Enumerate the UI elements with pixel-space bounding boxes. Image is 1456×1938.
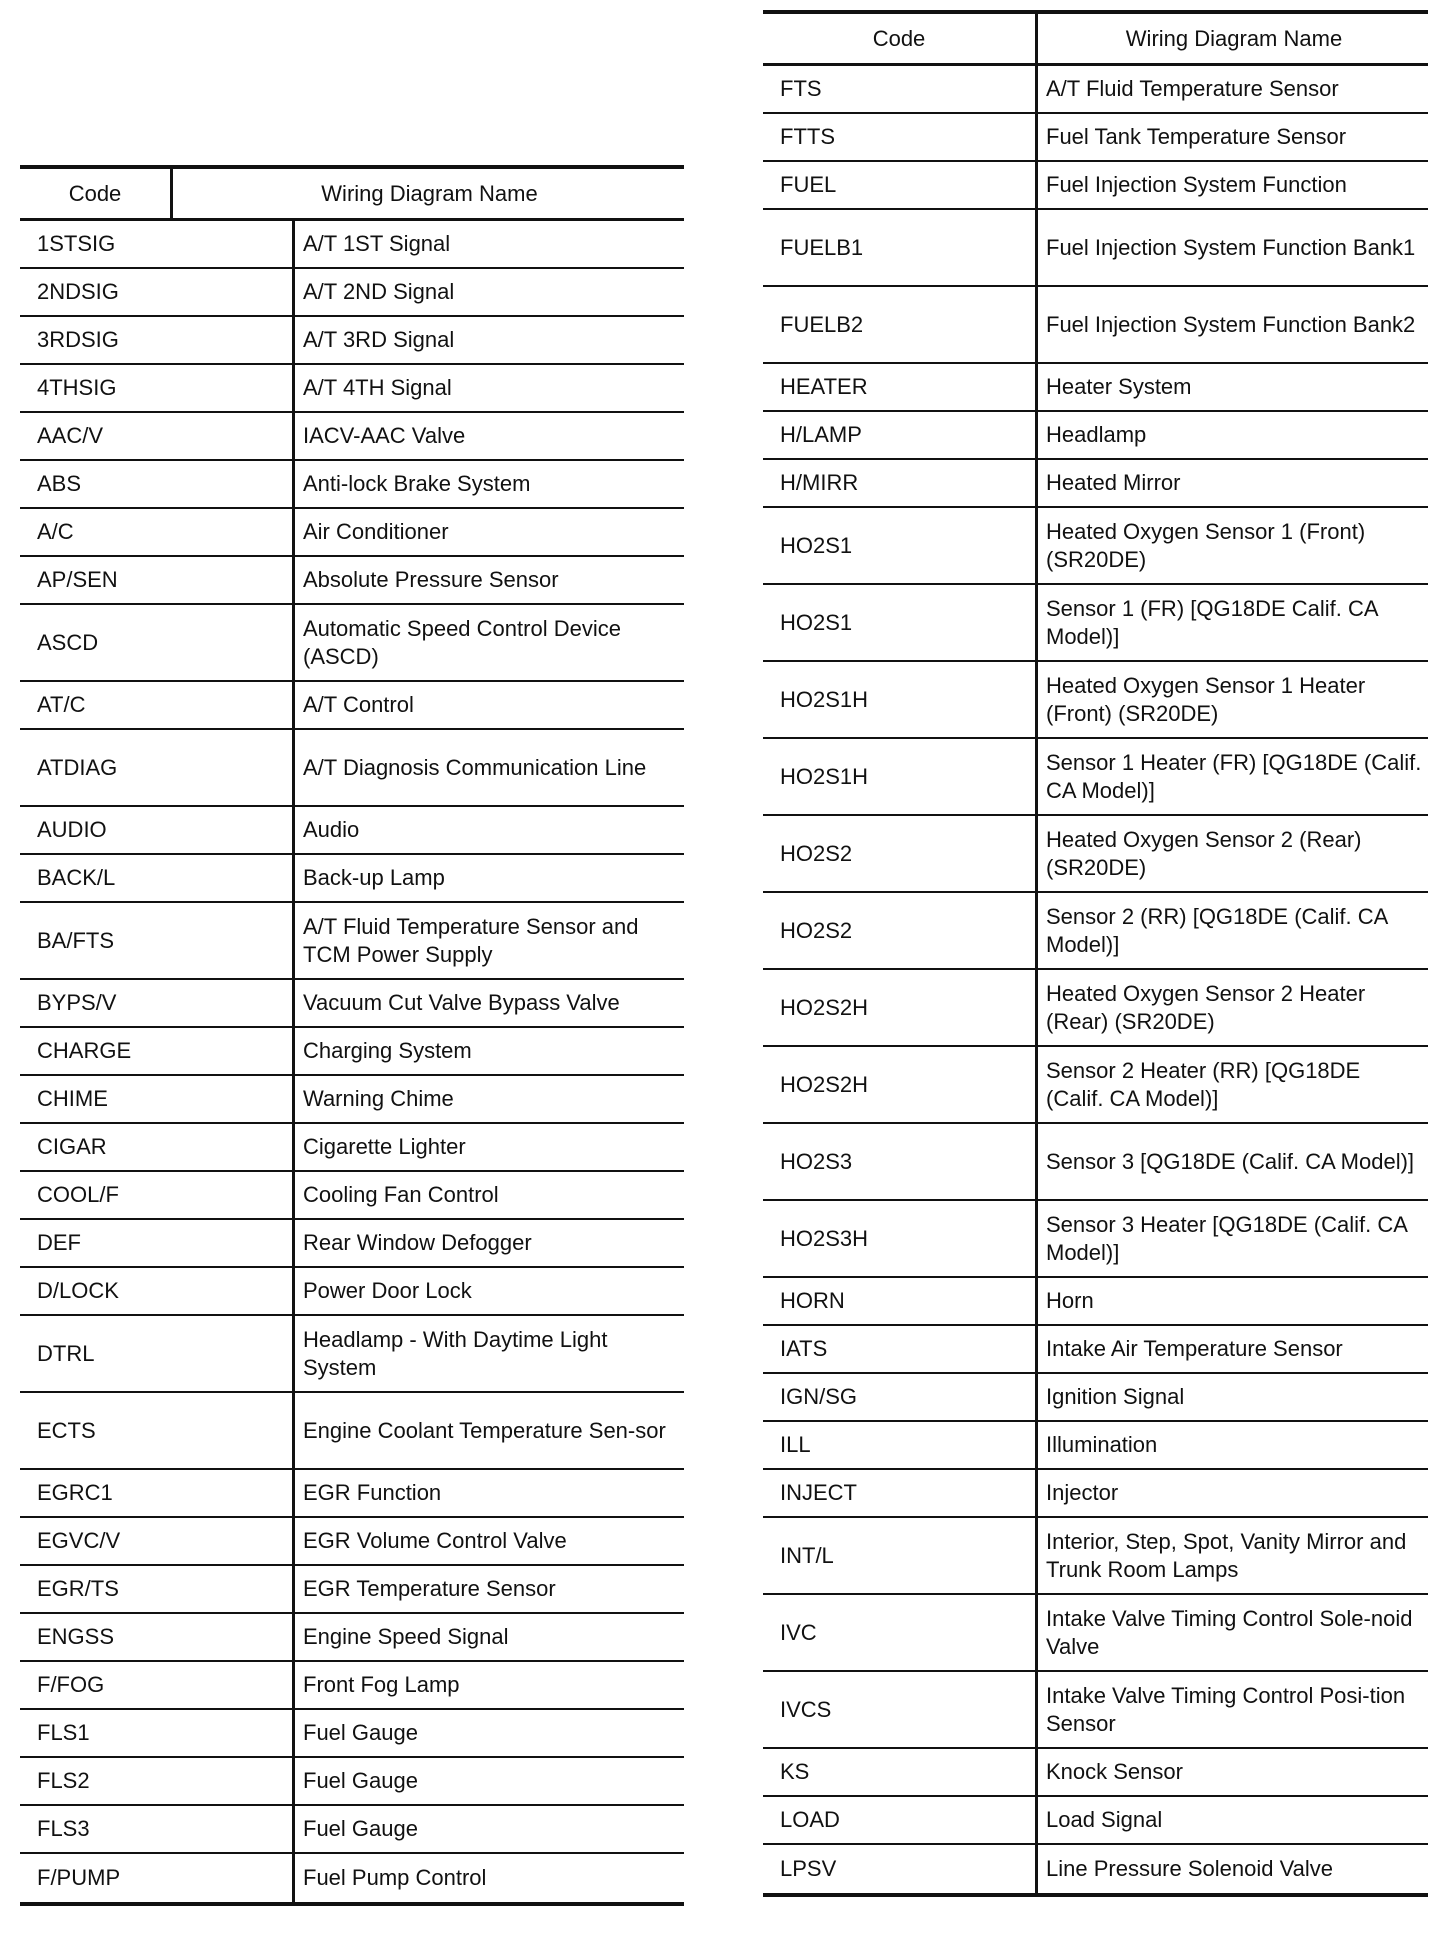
row-name: Fuel Pump Control (292, 1854, 684, 1902)
table-row (20, 1518, 684, 1566)
row-code: IGN/SG (780, 1384, 858, 1409)
row-name: Cigarette Lighter (292, 1124, 684, 1170)
table-row (20, 682, 684, 730)
row-code: ECTS (37, 1417, 96, 1443)
table-row (20, 855, 684, 903)
name-column-header: Wiring Diagram Name (1035, 14, 1428, 63)
row-name: A/T 2ND Signal (292, 269, 684, 315)
row-code: HO2S2H (780, 994, 869, 1020)
row-code: 4THSIG (37, 375, 117, 400)
row-code: IVC (780, 1619, 817, 1645)
row-name: Heated Oxygen Sensor 2 Heater (Rear) (SR20DE) (1035, 970, 1428, 1045)
row-name: Injector (1035, 1470, 1428, 1516)
row-name: Sensor 2 Heater (RR) [QG18DE (Calif. CA Model)] (1035, 1047, 1428, 1122)
table-row (763, 162, 1428, 210)
table-row (20, 1470, 684, 1518)
row-code: LOAD (780, 1807, 840, 1832)
table-row (20, 365, 684, 413)
row-code: FUEL (780, 172, 837, 197)
row-code: IATS (780, 1336, 828, 1361)
row-name: Fuel Injection System Function (1035, 162, 1428, 208)
table-row (763, 893, 1428, 970)
row-name: Warning Chime (292, 1076, 684, 1122)
table-row (20, 1854, 684, 1902)
table-row (763, 1422, 1428, 1470)
table-row (20, 1076, 684, 1124)
row-code: A/C (37, 519, 74, 544)
row-code: H/MIRR (780, 470, 859, 495)
row-code: BACK/L (37, 865, 116, 890)
row-name: Front Fog Lamp (292, 1662, 684, 1708)
row-name: Horn (1035, 1278, 1428, 1324)
row-name: Back-up Lamp (292, 855, 684, 901)
row-name: A/T Control (292, 682, 684, 728)
row-code: F/FOG (37, 1672, 105, 1697)
row-code: INJECT (780, 1480, 857, 1505)
row-name: Sensor 1 Heater (FR) [QG18DE (Calif. CA Model)] (1035, 739, 1428, 814)
row-code: AAC/V (37, 423, 104, 448)
table-row (763, 210, 1428, 287)
row-name: A/T Fluid Temperature Sensor and TCM Power Supply (292, 903, 684, 978)
row-name: Load Signal (1035, 1797, 1428, 1843)
table-row (20, 557, 684, 605)
table-row (20, 1758, 684, 1806)
row-code: IVCS (780, 1696, 832, 1722)
row-name: Heated Oxygen Sensor 1 Heater (Front) (SR20DE) (1035, 662, 1428, 737)
row-name: Sensor 3 [QG18DE (Calif. CA Model)] (1035, 1124, 1428, 1199)
table-row (20, 605, 684, 682)
table-row (763, 1518, 1428, 1595)
row-name: Absolute Pressure Sensor (292, 557, 684, 603)
table-row (763, 816, 1428, 893)
row-name: Sensor 2 (RR) [QG18DE (Calif. CA Model)] (1035, 893, 1428, 968)
row-name: Intake Air Temperature Sensor (1035, 1326, 1428, 1372)
row-name: Vacuum Cut Valve Bypass Valve (292, 980, 684, 1026)
row-code: CHARGE (37, 1038, 132, 1063)
table-row (20, 1124, 684, 1172)
row-code: HO2S3 (780, 1148, 853, 1174)
table-row (763, 460, 1428, 508)
table-row (763, 1672, 1428, 1749)
row-name: Automatic Speed Control Device (ASCD) (292, 605, 684, 680)
row-code: F/PUMP (37, 1865, 121, 1890)
row-code: ASCD (37, 629, 99, 655)
table-row (20, 807, 684, 855)
row-name: Intake Valve Timing Control Posi-tion Sensor (1035, 1672, 1428, 1747)
table-row (20, 221, 684, 269)
table-row (763, 1595, 1428, 1672)
table-row (20, 1710, 684, 1758)
row-name: Interior, Step, Spot, Vanity Mirror and Trunk Room Lamps (1035, 1518, 1428, 1593)
row-name: A/T Fluid Temperature Sensor (1035, 66, 1428, 112)
row-name: Illumination (1035, 1422, 1428, 1468)
table-row (763, 1845, 1428, 1893)
row-code: AT/C (37, 692, 86, 717)
row-code: HO2S1 (780, 532, 853, 558)
table-row (20, 461, 684, 509)
row-code: BA/FTS (37, 927, 115, 953)
row-code: FTTS (780, 124, 835, 149)
table-row (20, 1220, 684, 1268)
table-row (20, 509, 684, 557)
row-code: ENGSS (37, 1624, 115, 1649)
table-row (20, 1028, 684, 1076)
row-name: A/T 1ST Signal (292, 221, 684, 267)
table-row (20, 413, 684, 461)
row-name: Line Pressure Solenoid Valve (1035, 1845, 1428, 1893)
row-code: FLS3 (37, 1816, 90, 1841)
row-name: Air Conditioner (292, 509, 684, 555)
row-code: CHIME (37, 1086, 108, 1111)
table-row (763, 1278, 1428, 1326)
row-code: AP/SEN (37, 567, 118, 592)
row-name: Power Door Lock (292, 1268, 684, 1314)
table-row (763, 66, 1428, 114)
row-code: AUDIO (37, 817, 107, 842)
row-code: H/LAMP (780, 422, 862, 447)
table-row (763, 1124, 1428, 1201)
row-name: Fuel Injection System Function Bank2 (1035, 287, 1428, 362)
row-code: EGR/TS (37, 1576, 119, 1601)
table-row (763, 1201, 1428, 1278)
row-name: A/T Diagnosis Communication Line (292, 730, 684, 805)
table-row (20, 317, 684, 365)
row-code: D/LOCK (37, 1278, 119, 1303)
table-row (763, 114, 1428, 162)
row-code: HO2S1H (780, 763, 869, 789)
row-code: FUELB1 (780, 234, 864, 260)
row-name: Charging System (292, 1028, 684, 1074)
row-name: Fuel Injection System Function Bank1 (1035, 210, 1428, 285)
code-column-header: Code (68, 180, 122, 206)
row-name: Cooling Fan Control (292, 1172, 684, 1218)
row-name: Sensor 1 (FR) [QG18DE Calif. CA Model)] (1035, 585, 1428, 660)
row-code: DTRL (37, 1340, 95, 1366)
table-row (20, 1614, 684, 1662)
row-name: IACV-AAC Valve (292, 413, 684, 459)
row-code: 1STSIG (37, 231, 116, 256)
table-row (20, 1268, 684, 1316)
table-row (763, 1326, 1428, 1374)
row-code: ABS (37, 471, 82, 496)
row-code: 3RDSIG (37, 327, 119, 352)
table-row (763, 1374, 1428, 1422)
code-column-header: Code (872, 25, 926, 51)
row-name: A/T 4TH Signal (292, 365, 684, 411)
row-code: HO2S3H (780, 1225, 869, 1251)
row-code: FLS2 (37, 1768, 90, 1793)
table-row (20, 1393, 684, 1470)
table-row (763, 1470, 1428, 1518)
row-name: Headlamp (1035, 412, 1428, 458)
row-code: FUELB2 (780, 311, 864, 337)
table-row (763, 1047, 1428, 1124)
row-name: Intake Valve Timing Control Sole-noid Valve (1035, 1595, 1428, 1670)
row-code: ILL (780, 1432, 811, 1457)
row-name: Heated Oxygen Sensor 2 (Rear) (SR20DE) (1035, 816, 1428, 891)
table-header (20, 169, 684, 221)
right-code-table (763, 10, 1428, 1897)
table-row (763, 287, 1428, 364)
row-name: Knock Sensor (1035, 1749, 1428, 1795)
table-row (763, 970, 1428, 1047)
row-code: HO2S2 (780, 840, 853, 866)
row-code: BYPS/V (37, 990, 117, 1015)
row-name: Engine Speed Signal (292, 1614, 684, 1660)
row-name: Headlamp - With Daytime Light System (292, 1316, 684, 1391)
row-code: HORN (780, 1288, 845, 1313)
row-name: Fuel Gauge (292, 1806, 684, 1852)
table-row (763, 662, 1428, 739)
row-name: Fuel Gauge (292, 1758, 684, 1804)
row-code: INT/L (780, 1542, 834, 1568)
row-code: CIGAR (37, 1134, 107, 1159)
row-code: HEATER (780, 374, 868, 399)
row-code: DEF (37, 1230, 81, 1255)
row-name: EGR Volume Control Valve (292, 1518, 684, 1564)
row-code: KS (780, 1759, 810, 1784)
row-code: 2NDSIG (37, 279, 119, 304)
table-row (20, 1172, 684, 1220)
row-name: Sensor 3 Heater [QG18DE (Calif. CA Model)] (1035, 1201, 1428, 1276)
table-header (763, 14, 1428, 66)
row-name: EGR Temperature Sensor (292, 1566, 684, 1612)
table-row (20, 730, 684, 807)
row-code: HO2S2 (780, 917, 853, 943)
row-code: HO2S1 (780, 609, 853, 635)
row-code: EGVC/V (37, 1528, 121, 1553)
name-column-header: Wiring Diagram Name (170, 169, 684, 218)
row-name: Heated Mirror (1035, 460, 1428, 506)
row-name: Ignition Signal (1035, 1374, 1428, 1420)
table-row (763, 739, 1428, 816)
table-row (763, 508, 1428, 585)
row-name: Engine Coolant Temperature Sen-sor (292, 1393, 684, 1468)
row-name: Anti-lock Brake System (292, 461, 684, 507)
table-row (20, 1566, 684, 1614)
table-row (20, 903, 684, 980)
row-code: FLS1 (37, 1720, 90, 1745)
row-name: Heater System (1035, 364, 1428, 410)
table-row (763, 364, 1428, 412)
row-name: Heated Oxygen Sensor 1 (Front) (SR20DE) (1035, 508, 1428, 583)
table-row (20, 1316, 684, 1393)
table-row (20, 1806, 684, 1854)
table-row (20, 269, 684, 317)
table-row (763, 1749, 1428, 1797)
row-code: HO2S2H (780, 1071, 869, 1097)
row-code: FTS (780, 76, 822, 101)
row-name: Fuel Gauge (292, 1710, 684, 1756)
left-code-table (20, 165, 684, 1906)
row-name: Audio (292, 807, 684, 853)
row-code: HO2S1H (780, 686, 869, 712)
row-name: Rear Window Defogger (292, 1220, 684, 1266)
row-code: EGRC1 (37, 1480, 113, 1505)
table-row (763, 585, 1428, 662)
row-code: ATDIAG (37, 754, 118, 780)
row-code: COOL/F (37, 1182, 119, 1207)
table-row (763, 412, 1428, 460)
table-row (763, 1797, 1428, 1845)
row-name: Fuel Tank Temperature Sensor (1035, 114, 1428, 160)
row-name: A/T 3RD Signal (292, 317, 684, 363)
row-name: EGR Function (292, 1470, 684, 1516)
table-row (20, 980, 684, 1028)
row-code: LPSV (780, 1856, 837, 1881)
table-row (20, 1662, 684, 1710)
